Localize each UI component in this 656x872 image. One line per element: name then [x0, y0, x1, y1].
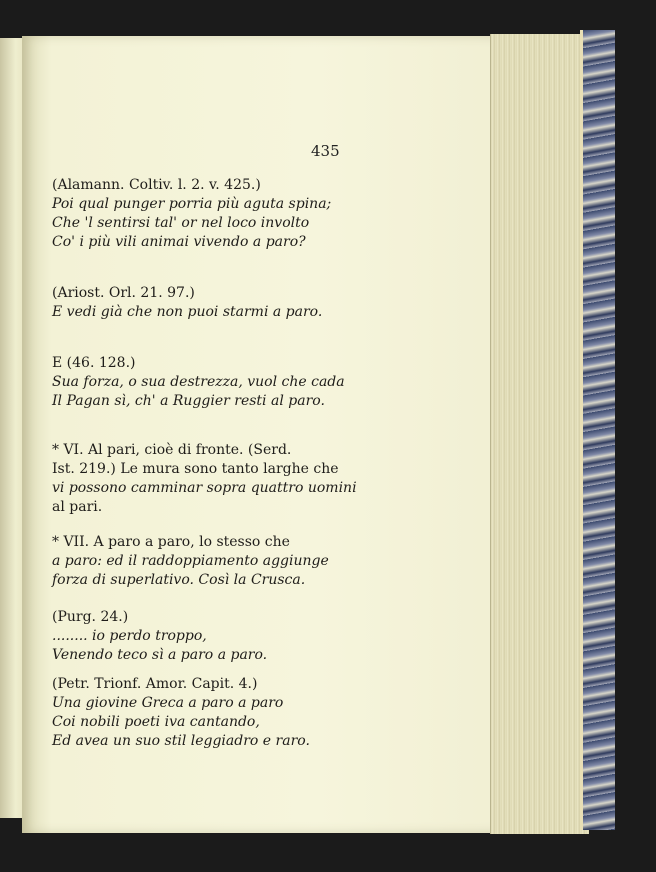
text-block [52, 138, 357, 751]
citation: (Purg. 24.) [52, 609, 129, 625]
entry-heading: * VI. Al pari, cioè di fronte. (Serd. [52, 442, 292, 458]
citation: (Petr. Trionf. Amor. Capit. 4.) [52, 676, 258, 692]
citation: (Alamann. Coltiv. l. 2. v. 425.) [52, 177, 261, 193]
entry-line: Ist. 219.) Le mura sono tanto larghe che [52, 461, 339, 477]
verse-line: Co' i più vili animai vivendo a paro? [52, 234, 306, 250]
page-fore-edge [490, 34, 589, 834]
verse-line: Venendo teco sì a paro a paro. [52, 647, 268, 663]
verse-line: ........ io perdo troppo, [52, 628, 207, 644]
verse-line: Una giovine Greca a paro a paro [52, 695, 284, 711]
entry-line: vi possono camminar sopra quattro uomini [52, 480, 357, 496]
entry-line: forza di superlativo. Così la Crusca. [52, 572, 306, 588]
page-number: 435 [311, 142, 340, 160]
verse-line: Ed avea un suo stil leggiadro e raro. [52, 733, 310, 749]
citation: (Ariost. Orl. 21. 97.) [52, 285, 195, 301]
verse-line: Coi nobili poeti iva cantando, [52, 714, 260, 730]
entry-line: a paro: ed il raddoppiamento aggiunge [52, 553, 329, 569]
verse-line: Che 'l sentirsi tal' or nel loco involto [52, 215, 310, 231]
verse-line: E vedi già che non puoi starmi a paro. [52, 304, 323, 320]
verse-line: Sua forza, o sua destrezza, vuol che cada [52, 374, 345, 390]
citation: E (46. 128.) [52, 355, 136, 371]
entry-line: al pari. [52, 499, 103, 515]
verse-line: Poi qual punger porria più aguta spina; [52, 196, 332, 212]
marbled-cover [580, 30, 615, 830]
entry-heading: * VII. A paro a paro, lo stesso che [52, 534, 290, 550]
verse-line: Il Pagan sì, ch' a Ruggier resti al paro. [52, 393, 325, 409]
